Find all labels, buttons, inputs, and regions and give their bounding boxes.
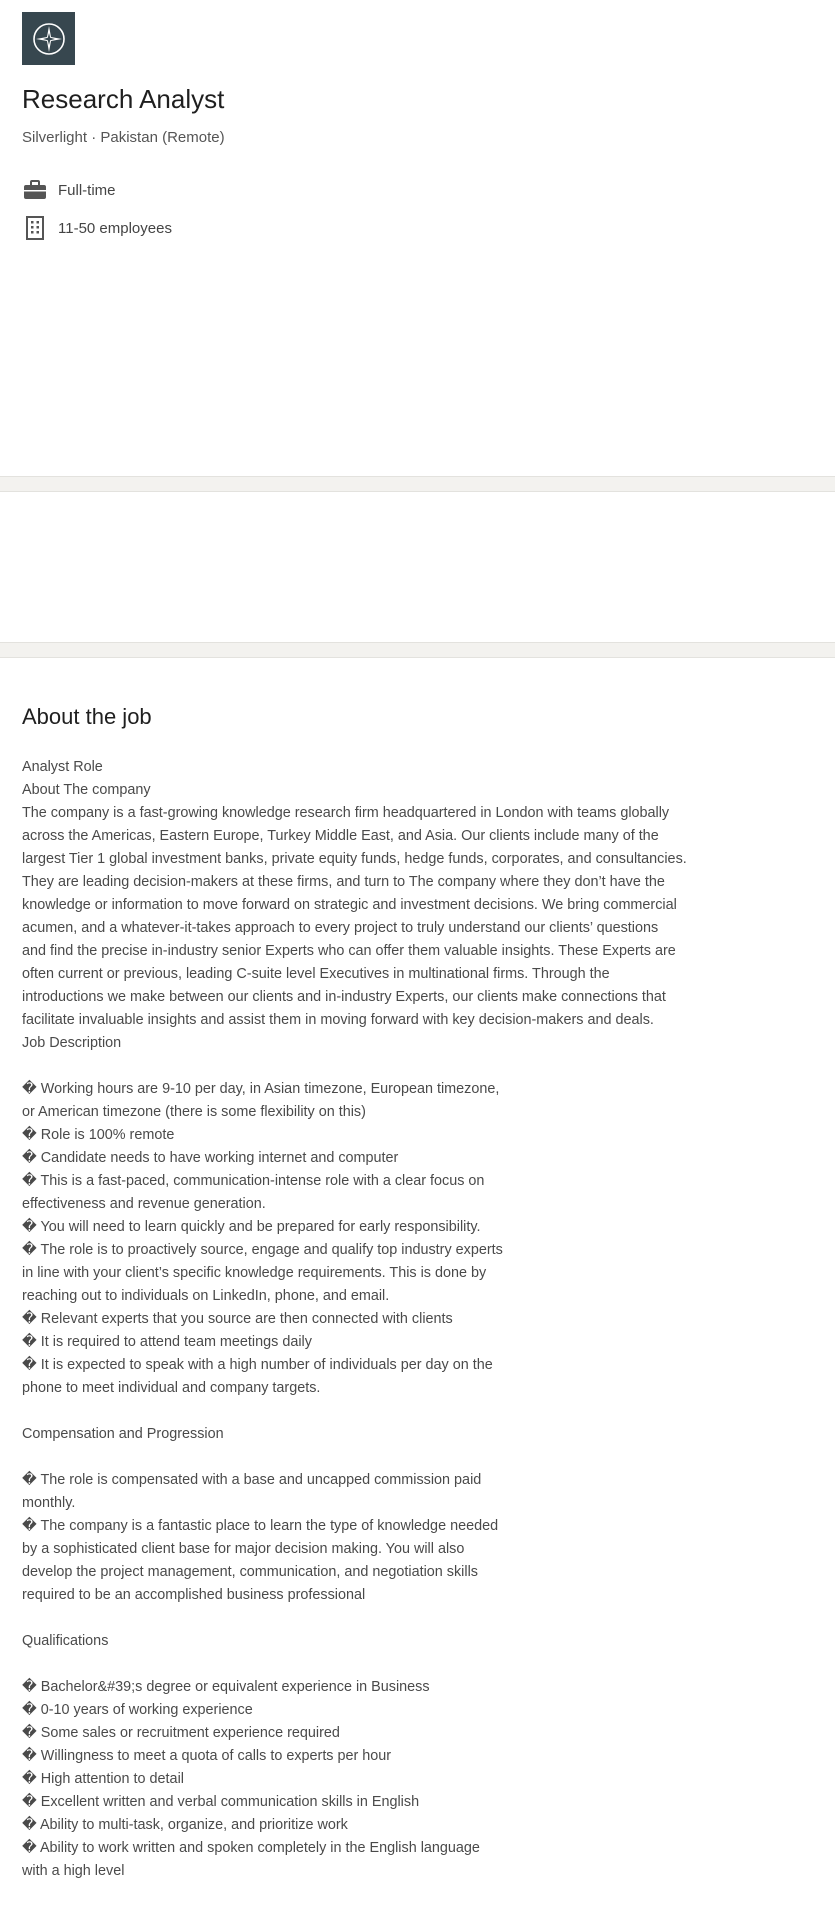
description-line: or American timezone (there is some flexibility on this) <box>22 1104 366 1120</box>
blank-line <box>22 1653 813 1676</box>
description-line: in line with your client’s specific knowledge requirements. This is done by <box>22 1265 487 1281</box>
blank-card <box>0 492 835 642</box>
description-line: across the Americas, Eastern Europe, Turkey Middle East, and Asia. Our clients include many of the <box>22 828 659 844</box>
description-line: � Willingness to meet a quota of calls to experts per hour <box>22 1748 392 1764</box>
description-line: � It is expected to speak with a high number of individuals per day on the <box>22 1357 493 1373</box>
description-line: About The company <box>22 782 151 798</box>
job-title: Research Analyst <box>22 84 225 114</box>
section-divider <box>0 642 835 658</box>
blank-line <box>22 1055 813 1078</box>
description-line: knowledge or information to move forward on strategic and investment decisions. We bring commercial <box>22 897 677 913</box>
description-line: � High attention to detail <box>22 1771 184 1787</box>
description-line: � The role is to proactively source, engage and qualify top industry experts <box>22 1242 503 1258</box>
description-line: with a high level <box>22 1863 125 1879</box>
description-line: � Bachelor&#39;s degree or equivalent experience in Business <box>22 1679 430 1695</box>
description-line: facilitate invaluable insights and assist them in moving forward with key decision-makers and deals. <box>22 1012 654 1028</box>
about-the-job-section <box>0 658 835 1883</box>
description-line: and find the precise in-industry senior Experts who can offer them valuable insights. These Experts are <box>22 943 676 959</box>
description-line: effectiveness and revenue generation. <box>22 1196 266 1212</box>
description-line: Compensation and Progression <box>22 1426 224 1442</box>
description-line: � Relevant experts that you source are then connected with clients <box>22 1311 453 1327</box>
insight-company-size <box>22 216 172 240</box>
description-line: monthly. <box>22 1495 76 1511</box>
insight-employment-type <box>22 178 116 202</box>
description-line: � Ability to multi-task, organize, and prioritize work <box>22 1817 348 1833</box>
description-line: � This is a fast-paced, communication-intense role with a clear focus on <box>22 1173 485 1189</box>
description-line: acumen, and a whatever-it-takes approach to every project to truly understand our clients’ questions <box>22 920 659 936</box>
description-line: � Ability to work written and spoken completely in the English language <box>22 1840 480 1856</box>
description-line: � Role is 100% remote <box>22 1127 175 1143</box>
description-line: reaching out to individuals on LinkedIn, phone, and email. <box>22 1288 390 1304</box>
blank-line <box>22 1607 813 1630</box>
description-line: develop the project management, communication, and negotiation skills <box>22 1564 478 1580</box>
description-line: The company is a fast-growing knowledge research firm headquartered in London with teams globally <box>22 805 670 821</box>
description-line: Qualifications <box>22 1633 109 1649</box>
description-line: by a sophisticated client base for major decision making. You will also <box>22 1541 465 1557</box>
about-heading: About the job <box>22 704 152 729</box>
section-divider <box>0 476 835 492</box>
subtitle-separator: · <box>91 129 97 146</box>
description-line: Job Description <box>22 1035 122 1051</box>
company-name-link[interactable]: Silverlight <box>22 129 88 146</box>
description-line: often current or previous, leading C-suite level Executives in multinational firms. Through the <box>22 966 610 982</box>
description-line: � 0-10 years of working experience <box>22 1702 253 1718</box>
job-description <box>22 756 813 1883</box>
description-line: Analyst Role <box>22 759 103 775</box>
building-icon <box>22 216 48 240</box>
description-line: � The role is compensated with a base and uncapped commission paid <box>22 1472 482 1488</box>
job-subtitle <box>22 129 225 146</box>
company-logo[interactable] <box>22 12 75 65</box>
insight-text: Full-time <box>58 181 116 199</box>
insight-text: 11-50 employees <box>58 219 172 237</box>
blank-line <box>22 1446 813 1469</box>
blank-line <box>22 1400 813 1423</box>
compass-star-icon <box>31 21 67 57</box>
description-line: � Candidate needs to have working internet and computer <box>22 1150 399 1166</box>
description-line: � Working hours are 9-10 per day, in Asian timezone, European timezone, <box>22 1081 500 1097</box>
description-line: They are leading decision-makers at these firms, and turn to The company where they don’t have the <box>22 874 665 890</box>
briefcase-icon <box>22 178 48 202</box>
description-line: phone to meet individual and company targets. <box>22 1380 321 1396</box>
description-line: � It is required to attend team meetings daily <box>22 1334 312 1350</box>
job-top-card <box>0 0 835 476</box>
description-line: introductions we make between our clients and in-industry Experts, our clients make connections that <box>22 989 666 1005</box>
job-location: Pakistan (Remote) <box>100 129 225 146</box>
description-line: � The company is a fantastic place to learn the type of knowledge needed <box>22 1518 499 1534</box>
description-line: � Some sales or recruitment experience required <box>22 1725 340 1741</box>
description-line: � Excellent written and verbal communication skills in English <box>22 1794 420 1810</box>
description-line: required to be an accomplished business professional <box>22 1587 366 1603</box>
description-line: largest Tier 1 global investment banks, private equity funds, hedge funds, corporates, and consultancies. <box>22 851 687 867</box>
description-line: � You will need to learn quickly and be prepared for early responsibility. <box>22 1219 481 1235</box>
